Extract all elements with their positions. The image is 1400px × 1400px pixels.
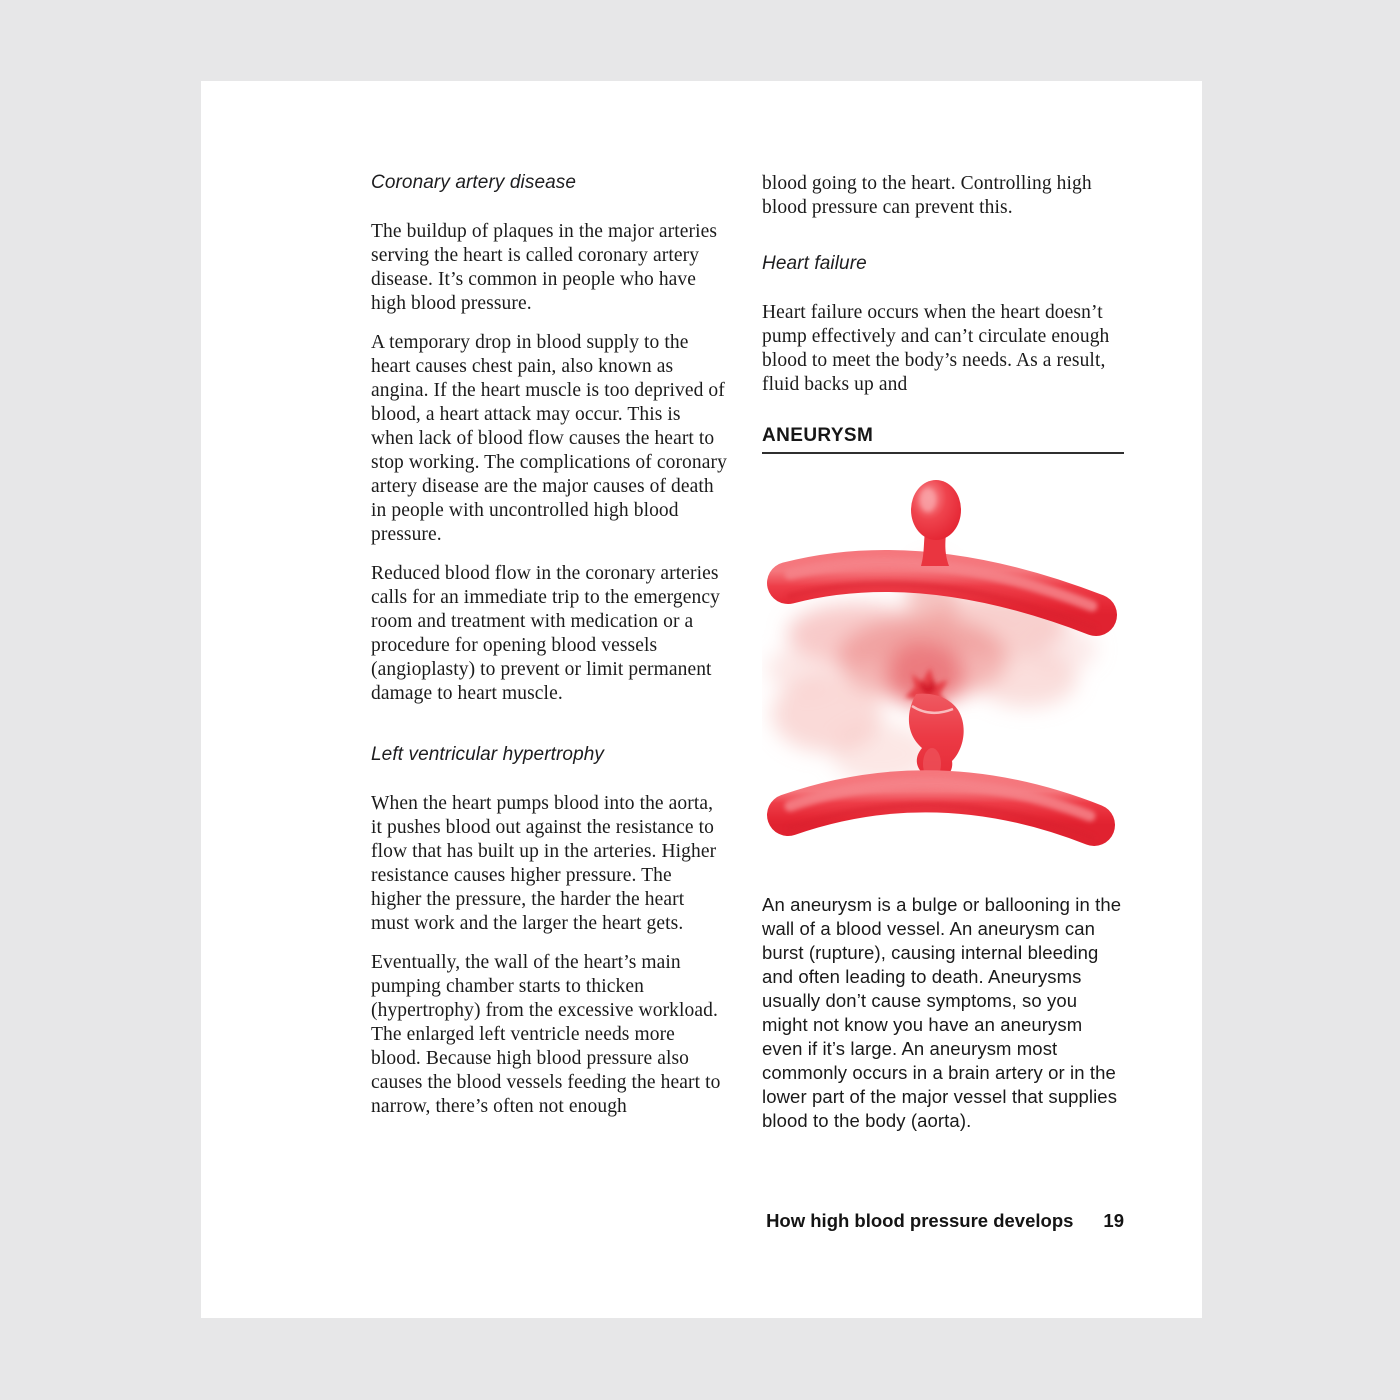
paragraph: Eventually, the wall of the heart’s main pumping chamber starts to thicken (hypertrophy) from the excessive workload. The enlarged left ventricle needs more blood. Because high blood pressure also causes the blood vessels feeding the heart to narrow, there’s often not enough: [371, 952, 721, 1117]
section-heading-left-ventricular-hypertrophy: Left ventricular hypertrophy: [371, 744, 605, 765]
paragraph: The buildup of plaques in the major arteries serving the heart is called coronary artery disease. It’s common in people who have high blood pressure.: [371, 221, 718, 314]
paragraph: Heart failure occurs when the heart doesn’t pump effectively and can’t circulate enough blood to meet the body’s needs. As a result, fluid backs up and: [762, 302, 1110, 395]
book-page: [201, 81, 1202, 1318]
left-column: [371, 172, 727, 1134]
section-heading-coronary-artery-disease: Coronary artery disease: [371, 172, 577, 193]
right-column: [762, 172, 1124, 1133]
footer-page-number: 19: [1103, 1210, 1124, 1231]
page-footer: [762, 1209, 1124, 1233]
footer-chapter-title: How high blood pressure develops: [766, 1210, 1074, 1231]
paragraph: When the heart pumps blood into the aorta, it pushes blood out against the resistance to flow that has built up in the arteries. Higher resistance causes higher pressure. The higher the pressure, the harder the heart must work and the larger the heart gets.: [371, 793, 717, 934]
paragraph: A temporary drop in blood supply to the heart causes chest pain, also known as angina. If the heart muscle is too deprived of blood, a heart attack may occur. This is when lack of blood flow causes the heart to stop working. The complications of coronary artery disease are the major causes of death in people with uncontrolled high blood pressure.: [371, 332, 727, 545]
figure-title: ANEURYSM: [762, 425, 1124, 454]
paragraph: Reduced blood flow in the coronary arteries calls for an immediate trip to the emergency room and treatment with medication or a procedure for opening blood vessels (angioplasty) to prevent or limit permanent damage to heart muscle.: [371, 563, 720, 704]
column-continuation-paragraph: blood going to the heart. Controlling high blood pressure can prevent this.: [762, 173, 1092, 218]
figure-caption: An aneurysm is a bulge or ballooning in the wall of a blood vessel. An aneurysm can burst (rupture), causing internal bleeding and often leading to death. Aneurysms usually don’t cause symptoms, so you might not know you have an aneurysm even if it’s large. An aneurysm most commonly occurs in a brain artery or in the lower part of the major vessel that supplies blood to the body (aorta).: [762, 894, 1122, 1131]
aneurysm-illustration: [762, 464, 1124, 869]
bottom-artery: [788, 783, 1094, 838]
section-heading-heart-failure: Heart failure: [762, 253, 867, 274]
aneurysm-figure: [762, 425, 1124, 1133]
